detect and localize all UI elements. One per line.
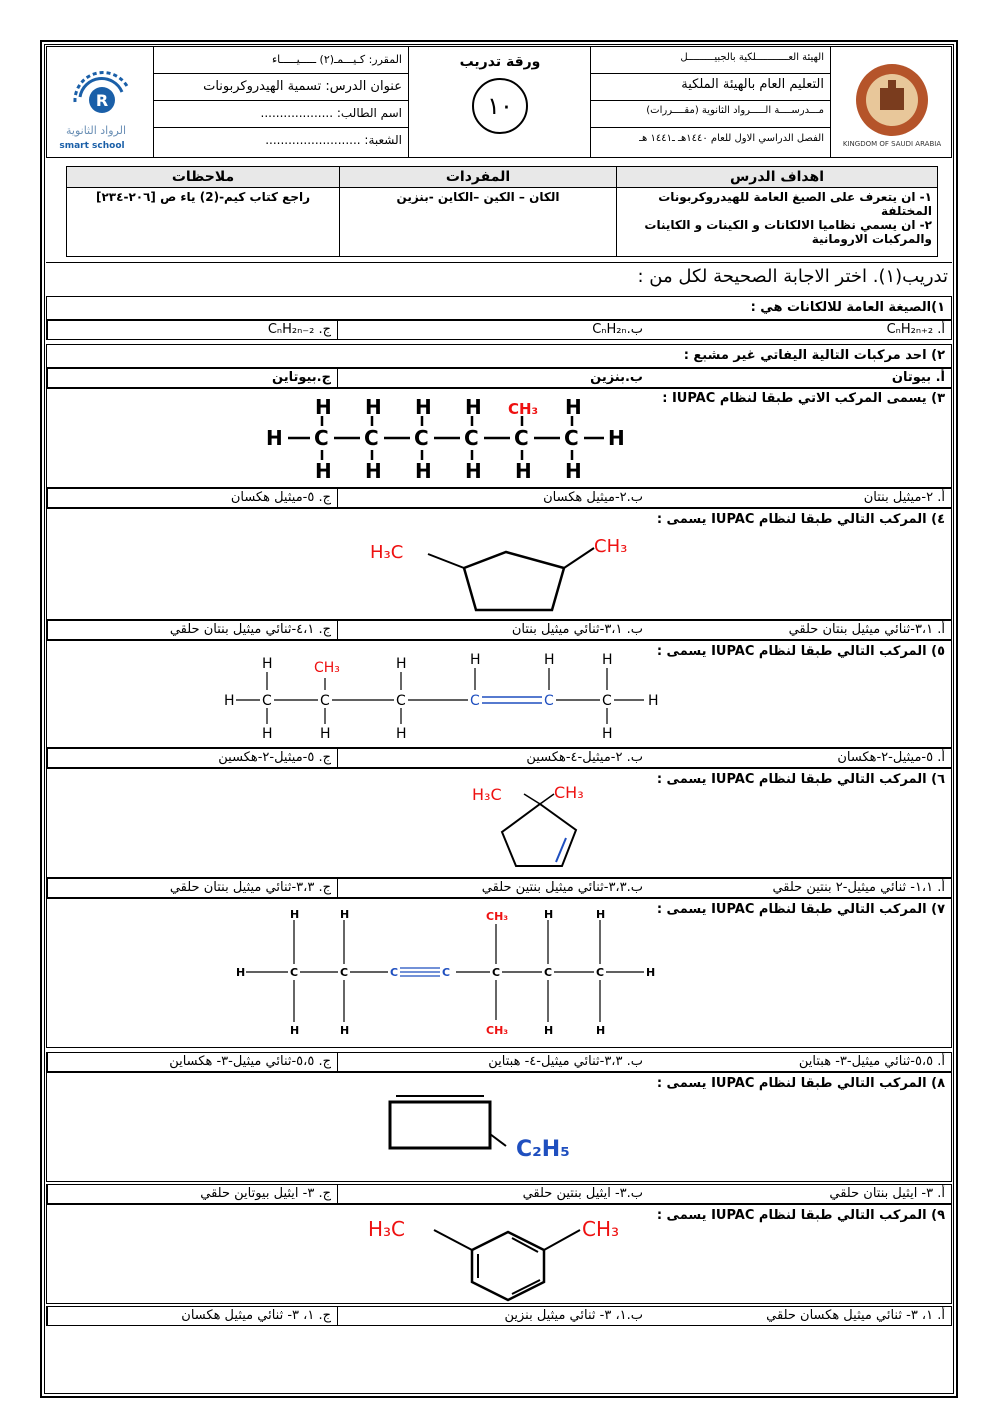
atom-c: C: [414, 426, 429, 450]
atom-h: H: [602, 652, 613, 668]
atom-h: H: [315, 396, 332, 419]
course-name: المقرر: كـيـــمـ(٢) ـــــيـــــاء: [271, 53, 402, 66]
methyl-group-left: H₃C: [368, 1217, 406, 1241]
goals-cell: [617, 188, 938, 257]
option-b[interactable]: ب. ٣،٣-ثنائي ميثيل-٤- هبتاين: [337, 1053, 649, 1071]
atom-c-triple: C: [390, 966, 399, 979]
option-c[interactable]: ج. ١، ٣- ثنائي ميثيل هكسان: [47, 1307, 337, 1325]
school-name: مـــدرســــة الـــــرواد الثانوية (مقــــررات): [646, 105, 824, 116]
vocab-cell: الكان – الكين –الكاين -بنزين: [340, 188, 617, 257]
atom-h: H: [602, 726, 613, 742]
atom-h: H: [544, 652, 555, 668]
question-3-text: ٣) يسمى المركب الاتي طبقا لنظام IUPAC :: [662, 391, 945, 406]
question-9-options: [46, 1306, 952, 1326]
option-b[interactable]: ب.CₙH₂ₙ: [337, 321, 649, 339]
lesson-goals-table: [66, 166, 938, 257]
svg-text:الرواد الثانوية: الرواد الثانوية: [65, 124, 127, 137]
option-a[interactable]: أ. ٣،١-ثنائي ميثيل بنتان حلقي: [788, 622, 945, 637]
option-b[interactable]: ب. ٣،١-ثنائي ميثيل بنتان: [337, 621, 649, 639]
student-name-field[interactable]: اسم الطالب: ...................: [260, 106, 402, 120]
question-2-options: [46, 368, 952, 388]
atom-h: H: [236, 966, 246, 979]
option-c[interactable]: ج. CₙH₂ₙ₋₂: [47, 321, 337, 339]
atom-h: H: [646, 966, 656, 979]
atom-c: C: [492, 966, 501, 979]
worksheet-title: ورقة تدريب: [459, 54, 541, 70]
option-b[interactable]: ب.١، ٣- ثنائي ميثيل بنزين: [337, 1307, 649, 1325]
notes-cell: راجع كتاب كيم-(2) ياء ص [٢٠٦-٢٣٤]: [67, 188, 340, 257]
atom-h: H: [262, 656, 273, 672]
atom-h: H: [315, 459, 332, 483]
vocab-header: المفردات: [340, 167, 617, 188]
structure-5-methyl-2-hexene: [218, 650, 668, 744]
atom-c-double: C: [470, 693, 480, 709]
atom-h: H: [515, 459, 532, 483]
atom-h: H: [340, 1024, 350, 1037]
question-1-options: [46, 320, 952, 340]
question-4-text: ٤) المركب التالي طبقا لنظام IUPAC يسمى :: [656, 512, 945, 527]
section-field[interactable]: الشعبة: .........................: [265, 133, 402, 147]
question-6-options: [46, 878, 952, 898]
atom-c: C: [290, 966, 299, 979]
lesson-title: عنوان الدرس: تسمية الهيدروكربونات: [203, 79, 402, 94]
atom-h: H: [396, 726, 407, 742]
atom-h: H: [415, 396, 432, 419]
methyl-group-top: CH₃: [486, 910, 509, 923]
goals-header: اهداف الدرس: [617, 167, 938, 188]
option-c[interactable]: ج.بيوتاين: [47, 369, 337, 387]
option-b[interactable]: ب.٣،٣-ثنائي ميثيل بنتين حلقي: [337, 879, 649, 897]
question-1: ١)الصيغة العامة للالكانات هي :: [46, 296, 952, 320]
atom-c: C: [544, 966, 553, 979]
notes-header: ملاحظات: [67, 167, 340, 188]
goal-1: ١- ان يتعرف على الصيغ العامة للهيدروكربونات المختلفة: [658, 190, 932, 218]
atom-h: H: [290, 908, 300, 921]
svg-text:R: R: [95, 91, 109, 110]
question-9-text: ٩) المركب التالي طبقا لنظام IUPAC يسمى :: [656, 1208, 945, 1223]
atom-h: H: [465, 459, 482, 483]
option-a[interactable]: أ. ٢-ميثيل بنتان: [863, 490, 945, 505]
methyl-group: CH₃: [314, 660, 340, 676]
atom-c: C: [396, 693, 406, 709]
methyl-group: CH₃: [508, 400, 539, 418]
atom-h: H: [396, 656, 407, 672]
atom-h: H: [596, 1024, 606, 1037]
atom-h: H: [266, 426, 283, 450]
education-department: التعليم العام بالهيئة الملكية: [681, 77, 824, 92]
atom-c: C: [514, 426, 529, 450]
question-5-options: [46, 748, 952, 768]
option-a[interactable]: أ. بيوتان: [891, 370, 945, 385]
question-5-text: ٥) المركب التالي طبقا لنظام IUPAC يسمى :: [656, 644, 945, 659]
option-a[interactable]: أ. ٣- ايثيل بنتان حلقي: [829, 1186, 945, 1201]
structure-dimethylbenzene: [364, 1208, 654, 1302]
option-a[interactable]: أ. ٥-ميثيل-٢-هكسان: [837, 750, 945, 765]
methyl-group-bottom: CH₃: [486, 1024, 509, 1037]
atom-h: H: [544, 1024, 554, 1037]
atom-c: C: [320, 693, 330, 709]
question-8-options: [46, 1184, 952, 1204]
atom-h: H: [565, 459, 582, 483]
option-c[interactable]: ج. ٥-ميثيل-٢-هكسين: [47, 749, 337, 767]
semester: الفصل الدراسي الاول للعام ١٤٤٠هـ ـ١٤٤١ هـ: [639, 133, 824, 144]
option-a[interactable]: أ. ١، ٣- ثنائي ميثيل هكسان حلقي: [766, 1308, 945, 1323]
atom-c-double: C: [544, 693, 554, 709]
atom-c: C: [340, 966, 349, 979]
school-logo: [50, 52, 150, 152]
svg-text:KINGDOM OF SAUDI ARABIA: KINGDOM OF SAUDI ARABIA: [842, 140, 942, 148]
atom-c: C: [602, 693, 612, 709]
option-b[interactable]: ب.بنزين: [337, 369, 649, 387]
structure-dimethylheptyne: [224, 906, 664, 1040]
atom-h: H: [262, 726, 273, 742]
atom-h: H: [340, 908, 350, 921]
option-b[interactable]: ب.٢-ميثيل هكسان: [337, 489, 649, 507]
structure-dimethylcyclopentane: [360, 526, 660, 618]
goal-2: ٢- ان يسمي نظاميا الالكانات و الكينات و الكاينات والمركبات الارومانية: [644, 218, 932, 246]
atom-h: H: [320, 726, 331, 742]
ethyl-group: C₂H₅: [516, 1137, 570, 1162]
question-8-text: ٨) المركب التالي طبقا لنظام IUPAC يسمى :: [656, 1076, 945, 1091]
atom-h: H: [608, 426, 625, 450]
atom-c-triple: C: [442, 966, 451, 979]
atom-h: H: [565, 396, 582, 419]
atom-h: H: [365, 459, 382, 483]
atom-c: C: [364, 426, 379, 450]
authority-name: الهيئة العـــــــــــلكية بالجبيـــــــــل: [680, 52, 824, 63]
option-b[interactable]: ب.٣- ايثيل بنتين حلقي: [337, 1185, 649, 1203]
atom-h: H: [544, 908, 554, 921]
question-6-text: ٦) المركب التالي طبقا لنظام IUPAC يسمى :: [656, 772, 945, 787]
atom-h: H: [648, 693, 659, 709]
exercise-title: تدريب(١). اختر الاجابة الصحيحة لكل من :: [637, 266, 948, 287]
methyl-group-left: H₃C: [472, 785, 502, 804]
methyl-group-right: CH₃: [594, 536, 628, 557]
option-c[interactable]: ج. ٤،١-ثنائي ميثيل بنتان حلقي: [47, 621, 337, 639]
methyl-group-left: H₃C: [370, 542, 404, 563]
atom-c: C: [564, 426, 579, 450]
structure-2-methylhexane: [260, 396, 640, 486]
question-2: ٢) احد مركبات التالية اليفاتي غير مشبع :: [46, 344, 952, 368]
svg-text:smart school: smart school: [59, 141, 125, 151]
atom-h: H: [290, 1024, 300, 1037]
methyl-group-right: CH₃: [582, 1217, 620, 1241]
question-3-options: [46, 488, 952, 508]
atom-c: C: [314, 426, 329, 450]
worksheet-number: ١٠: [472, 78, 528, 134]
option-b[interactable]: ب. ٢-ميثيل-٤-هكسين: [337, 749, 649, 767]
question-7-text: ٧) المركب التالي طبقا لنظام IUPAC يسمى :: [656, 902, 945, 917]
atom-h: H: [465, 396, 482, 419]
royal-commission-logo: [838, 58, 946, 150]
option-c[interactable]: ج. ٣،٣-ثنائي ميثيل بنتان حلقي: [47, 879, 337, 897]
structure-ethylcyclobutene: [380, 1088, 620, 1172]
option-c[interactable]: ج. ٣- ايثيل بيوتاين حلقي: [47, 1185, 337, 1203]
option-c[interactable]: ج. ٥،٥-ثنائي ميثيل-٣- هكساين: [47, 1053, 337, 1071]
atom-h: H: [470, 652, 481, 668]
atom-h: H: [415, 459, 432, 483]
option-c[interactable]: ج. ٥-ميثيل هكسان: [47, 489, 337, 507]
atom-c: C: [464, 426, 479, 450]
atom-h: H: [224, 693, 235, 709]
atom-h: H: [365, 396, 382, 419]
methyl-group-right: CH₃: [554, 783, 584, 802]
option-a[interactable]: أ. CₙH₂ₙ₊₂: [886, 322, 945, 337]
structure-dimethylcyclopentene: [460, 778, 620, 874]
atom-c: C: [596, 966, 605, 979]
question-4-options: [46, 620, 952, 640]
option-a[interactable]: أ. ٥،٥-ثنائي ميثيل-٣- هبتاين: [798, 1054, 945, 1069]
option-a[interactable]: أ. ١،١- ثنائي ميثيل-٢ بنتين حلقي: [772, 880, 945, 895]
atom-h: H: [596, 908, 606, 921]
atom-c: C: [262, 693, 272, 709]
question-7-options: [46, 1052, 952, 1072]
